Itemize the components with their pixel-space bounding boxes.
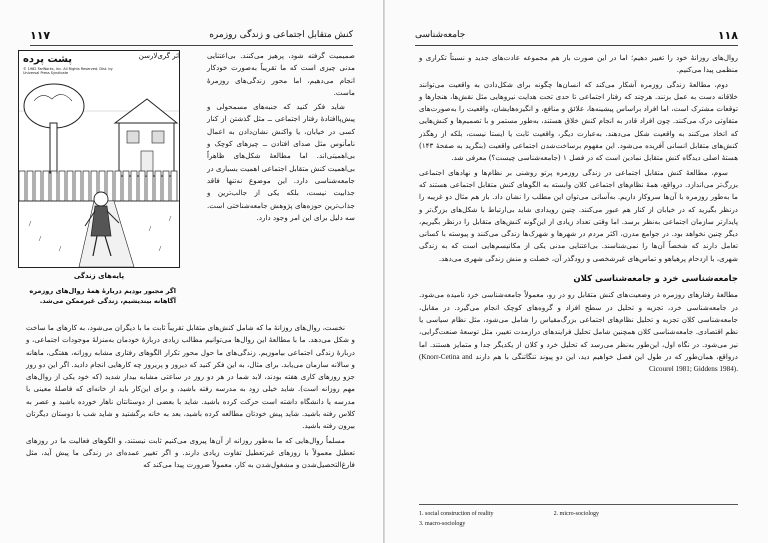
comic-title: پشت پرده xyxy=(23,54,73,65)
comic-description: اگر مجبور بودیم دربارهٔ همهٔ روال‌های روزمره آگاهانه بیندیشیم، زندگی غیرممکن می‌شد. xyxy=(29,287,176,305)
body-paragraph: سوم، مطالعهٔ کنش متقابل اجتماعی در زندگی روزمره پرتو روشنی بر نظام‌ها و نهادهای اجتماعی بزرگ‌تر می‌اندازد. درواقع، همهٔ نظام‌های اجتماعی کلان وابسته به الگوهای کنش متقابل اجتماعی هستند که ما به‌طور روزمره با آن‌ها سروکار داریم. به‌آسانی می‌توان این مطلب را نشان داد. باز هم مثال دو غریبه را درنظر بگیرید که در خیابان از کنار هم عبور می‌کنند. چنین رویدادی شاید بی‌ارتباط با شکل‌های بزرگ‌تر و پایدارتر سازمان اجتماعی به‌نظر برسد. اما وقتی تعداد زیادی از این‌گونه کنش‌های متقابل را درنظر بگیریم، دیگر چنین نخواهد بود. در جوامع مدرن، اکثر مردم در شهرها و شهرک‌ها زندگی می‌کنند و پیوسته با کسانی تعامل دارند که شخصاً آن‌ها را نمی‌شناسند. بی‌اعتنایی مدنی یکی از مکانیسم‌هایی است که به زندگی شهری، با ازدحام پرهیاهو و تماس‌های غیرشخصی و زودگذر آن، خصلت و منش زندگی شهری می‌دهد. xyxy=(419,167,738,263)
left-page-number: ۱۱۷ xyxy=(30,28,51,42)
footnote-row xyxy=(419,509,599,519)
footnote-1: 1. social construction of reality xyxy=(419,511,494,517)
comic-author: اثر گری‌لارسن xyxy=(138,52,180,60)
left-running-head xyxy=(30,28,353,46)
comic-panel xyxy=(18,50,180,268)
section-heading: جامعه‌شناسی خرد و جامعه‌شناسی کلان xyxy=(573,274,738,285)
left-running-head-title: کنش متقابل اجتماعی و زندگی روزمره xyxy=(209,30,353,40)
left-full-text xyxy=(26,322,355,474)
section-paragraph xyxy=(419,289,738,375)
right-page xyxy=(384,0,768,543)
right-running-head xyxy=(415,28,738,46)
body-paragraph: دوم، مطالعهٔ زندگی روزمره آشکار می‌کند که انسان‌ها چگونه برای شکل‌دادن به واقعیت می‌توانند خلاقانه دست به عمل بزنند. هرچند که رفتار اجتماعی تا حدی تحت هدایت نیروهایی مثل نقش‌ها، هنجارها و توقعات مشترک است، اما افراد براساس پیشینه‌ها، علائق و منافع، و انگیزه‌هایشان، واقعیت را به‌صورت‌های متفاوتی درک می‌کنند. چون افراد قادر به انجام کنش خلاق هستند، به‌طور مستمر و با تصمیم‌ها و کنش‌هایی که اتخاذ می‌کنند به واقعیت شکل می‌دهند. به‌عبارت دیگر، واقعیت ثابت یا ایستا نیست، بلکه از رهگذر کنش‌های متقابل انسانی آفریده می‌شود. این مفهوم برساخت‌شدن اجتماعی واقعیت (بنگرید به صفحهٔ ۱۴۳) هستهٔ اصلی دیدگاه کنش متقابل نمادین است که در فصل ۱ (جامعه‌شناسی چیست؟) معرفی شد. xyxy=(419,79,738,163)
body-paragraph: مسلماً روال‌هایی که ما به‌طور روزانه از آن‌ها پیروی می‌کنیم ثابت نیستند، و الگوهای فعالیت ما در روزهای تعطیل معمولاً با روزهای غیرتعطیل تفاوت زیادی دارند. و اگر تغییر عمده‌ای در زندگی ما پیش آید، مثل فارغ‌التحصیل‌شدن و مشغول‌شدن به کار، معمولاً ضرورت پیدا می‌کند که xyxy=(26,435,355,470)
right-running-head-title: جامعه‌شناسی xyxy=(415,30,466,40)
comic-caption: پایه‌های زندگی xyxy=(73,272,125,280)
section-citation: (Knorr-Cetina and Cicourel 1981; Giddens 1984). xyxy=(419,352,738,374)
comic-credit: © 1982 FarWorks, Inc. All Rights Reserved. Dist. by Universal Press Syndicate xyxy=(23,67,113,75)
footnotes xyxy=(419,504,738,529)
footnote-2: 2. micro-sociology xyxy=(553,511,599,517)
section-paragraph-text: مطالعهٔ رفتارهای روزمره در وضعیت‌های کنش متقابل رو در رو، معمولاً جامعه‌شناسی خرد نامیده می‌شود. در جامعه‌شناسی خرد، تجزیه و تحلیل در سطح افراد و گروه‌های کوچک انجام می‌گیرد. در مقابل، جامعه‌شناسی کلان تجزیه و تحلیل نظام‌های اجتماعی بزرگ‌مقیاس را شامل می‌شود، مثل نظام سیاسی یا نظم اقتصادی. جامعه‌شناسی کلان همچنین شامل تحلیل فرایندهای درازمدت تغییر، مثل توسعهٔ صنعت‌گرایی، نیز می‌شود. در نگاه اول، این‌طور به‌نظر می‌رسد که تحلیل خرد و کلان از یکدیگر جدا و متمایز هستند. اما درواقع، همان‌طور که در طول این فصل خواهیم دید، این دو پیوند تنگاتنگی با هم دارند xyxy=(419,290,738,361)
right-text-column xyxy=(419,52,738,377)
comic-illustration xyxy=(19,51,179,267)
body-paragraph: روال‌های روزانهٔ خود را تغییر دهیم؛ اما در این صورت باز هم مجموعه عادت‌های جدید و نسبتاً تکراری و منظمی پیدا می‌کنیم. xyxy=(419,53,738,75)
footnote-3: 3. macro-sociology xyxy=(419,521,466,527)
left-intro-column xyxy=(207,50,355,226)
intro-paragraph: شاید فکر کنید که جنبه‌های مسمحولی و پیش‌پاافتادهٔ رفتار اجتماعی ــ مثل گذشتن از کنار کسی در خیابان، یا واکنش نشان‌دادن به اعمال نامأنوس مثل صدای افتادن ــ چیزهای کوچک و بی‌اهمیتی‌اند. اما مطالعهٔ شکل‌های ظاهراً بی‌اهمیت کنش متقابل اجتماعی اهمیت بسیاری در جامعه‌شناسی دارد. این موضوع نه‌تنها فاقد جذابیت نیست، بلکه یکی از جالب‌ترین و جذاب‌ترین حوزه‌های پژوهش جامعه‌شناختی است. سه دلیل برای این امر وجود دارد. xyxy=(207,102,355,222)
body-paragraph: نخست، روال‌های روزانهٔ ما که شامل کنش‌های متقابل تقریباً ثابت ما با دیگران می‌شود، به کارهای ما ساخت و شکل می‌دهد. ما با مطالعهٔ این روال‌ها می‌توانیم مطالب زیادی دربارهٔ خودمان به‌منزلهٔ موجودات اجتماعی، و دربارهٔ زندگی اجتماعی بیاموزیم. زندگی‌های ما حول محور تکرار الگوهای رفتاری مشابه روزانه، هفتگی، ماهانه و سالانه سازمان می‌یابد. برای مثال، به این فکر کنید که دیروز و پریروز چه کارهایی انجام دادید. اگر این دو روز جزو روزهای کاری هفته بودند، لابد شما در هر دو روز در ساعتی مشابه بیدار شدید (که خود یکی از روال‌های مهم روزانه است). شاید خیلی زود به مدرسه رفته باشید، و برای این‌کار باید از خانه‌ای که فاصلهٔ معینی با مدرسه یا دانشگاه داشته است حرکت کرده باشید. شاید با بعضی از دوستانتان ناهار خورده باشید و عصر به کلاس رفته باشید. شاید پیش خودتان مطالعه کرده باشید، بعد به خانه برگشتید و شاید شب با دوستان دیگرتان بیرون رفته باشید. xyxy=(25,323,355,431)
intro-paragraph: صمیمیت گرفته شود، پرهیز می‌کنند. بی‌اعتنایی مدنی چیزی است که ما تقریباً به‌صورت خودکار انجام می‌دهیم، اما محور زندگی‌های روزمرهٔ ماست. xyxy=(207,51,355,97)
comic-figure xyxy=(18,50,180,306)
right-page-number: ۱۱۸ xyxy=(717,28,738,42)
